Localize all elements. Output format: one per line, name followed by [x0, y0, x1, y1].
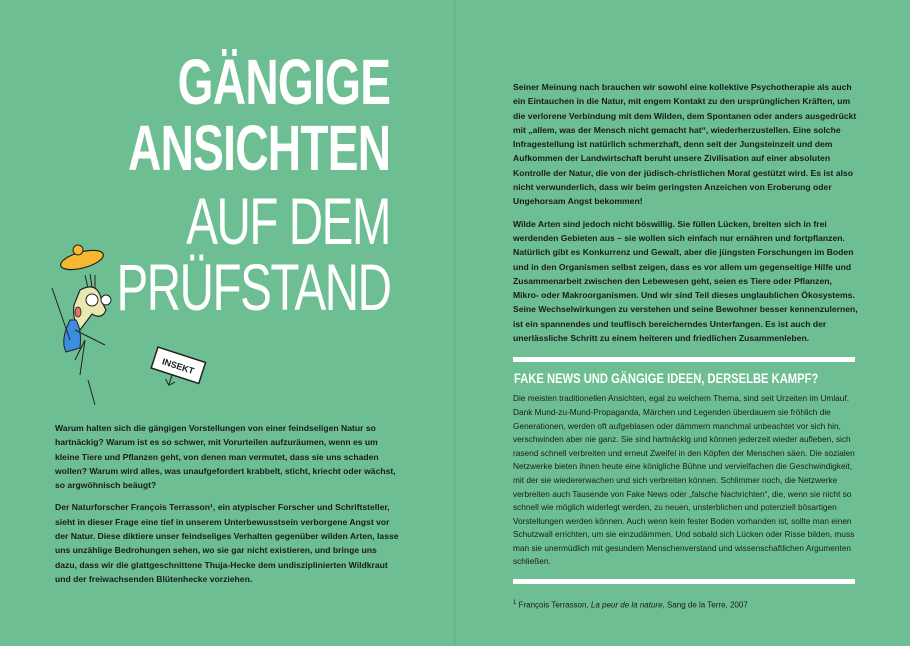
- cartoon-illustration: [40, 230, 230, 410]
- page-gutter: [454, 0, 456, 646]
- footnote-author: François Terrasson,: [518, 600, 591, 610]
- footnote: [513, 600, 858, 610]
- title-line-3: AUF DEM: [186, 184, 390, 258]
- right-column: [513, 80, 858, 610]
- paragraph: Seiner Meinung nach brauchen wir sowohl eine kollektive Psychotherapie als auch ein Eintauchen in die Natur, mit engem Kontakt zu den ursprünglichen Kräften, um die verlorene Verbindung mit dem Wilden, dem Spontanen oder anders ausgedrückt mit „allem, was der Mensch nicht gemacht hat“, wiederherzustellen. Eine solche Infragestellung ist natürlich schmerzhaft, denn seit der Jungsteinzeit und dem Aufkommen der Landwirtschaft beruht unsere Zivilisation auf einer absoluten Kontrolle der Natur, die von der jüdisch-christlichen Moral gestützt wird. Es ist also nicht verwunderlich, dass wir beim geringsten Anzeichen von Eroberung oder Ungehorsam Angst bekommen!: [513, 82, 857, 207]
- paragraph: Warum halten sich die gängigen Vorstellungen von einer feindseligen Natur so hartnäckig? Warum ist es so schwer, mit Vorurteilen aufzuräumen, wenn es um kleine Tiere und Pflanzen geht, von denen man vermutet, dass sie uns schaden wollen? Warum wird alles, was unaufgefordert krabbelt, sticht, kriecht oder wächst, so argwöhnisch beäugt?: [55, 423, 396, 491]
- title-line-2: ANSICHTEN: [127, 112, 390, 184]
- footnote-book: La peur de la nature: [590, 600, 663, 610]
- paragraph: Wilde Arten sind jedoch nicht böswillig. Sie füllen Lücken, breiten sich in frei werdenden Gebieten aus – sie wollen sich einfach nur ernähren und fortpflanzen. Natürlich gibt es Konkurrenz und Gewalt, aber die jüngsten Forschungen im Boden und in den Organismen selbst zeigen, dass es vor allem um gegenseitige Hilfe und Zusammenarbeit zwischen den Lebewesen geht, seien es Tiere oder Pflanzen, Mikro- oder Makroorganismen. Und wir sind Teil dieses unglaublichen Ökosystems. Seine Wechselwirkungen zu verstehen und seine Bewohner besser kennenzulernen, ist ein spannendes und teuflisch bereicherndes Unterfangen. Es ist auch der unerlässliche Schritt zu einem heiteren und friedlichen Zusammenleben.: [513, 218, 858, 344]
- box-text: Die meisten traditionellen Ansichten, egal zu welchem Thema, sind seit Urzeiten im Umlauf. Dank Mund-zu-Mund-Propaganda, Märchen und Legenden überdauern sie fröhlich die Generationen, werden oft aufgeblasen oder dämmern manchmal unbeachtet vor sich hin, verschwinden aber nie ganz. Sie sind hartnäckig und können jederzeit wieder aufleben, sich rasend schnell verbreiten und erneut Zweifel in den Köpfen der Menschen säen. Die sozialen Netzwerke bieten ihnen heute eine königliche Bühne und vervielfachen die Geschwindigkeit, mit der sie wiedererwachen und sich verbreiten können. Schlimmer noch, die Netzwerke verbreiten auch Tausende von Fake News oder „falsche Nachrichten“, die, wenn sie nicht so schnell wie möglich widerlegt werden, zu neuen, unsterblichen und potenziell bösartigen Vorstellungen werden können. Auch wenn kein fester Boden vorhanden ist, sollte man einen Schutzwall errichten, um sie einzudämmen. Und sobald sich Lücken oder Risse bilden, muss man sie unermüdlich mit gesundem Menschenverstand und wissenschaftlichen Argumenten schließen.: [513, 393, 855, 567]
- box-bottom-divider: [513, 579, 855, 584]
- right-body-text: [513, 80, 858, 353]
- left-body-text: [55, 421, 400, 594]
- title-line-1: GÄNGIGE: [177, 46, 390, 118]
- sign-text: INSEKT: [160, 356, 196, 377]
- box-heading: FAKE NEWS UND GÄNGIGE IDEEN, DERSELBE KAMPF?: [514, 370, 819, 387]
- box-top-divider: [513, 357, 855, 362]
- footnote-publisher: , Sang de la Terre, 2007: [662, 600, 748, 610]
- footnote-mark: 1: [513, 600, 517, 607]
- paragraph: Der Naturforscher François Terrasson¹, ein atypischer Forscher und Schriftsteller, sieht in dieser Frage eine tief in unserem Unterbewusstsein verborgene Angst vor der Natur. Diese diktiere unser feindseliges Verhalten gegenüber wilden Arten, lasse uns unzählige Bedrohungen sehen, wo sie gar nicht existieren, und bringe uns dazu, dass wir die glattgeschnittene Thuja-Hecke dem undisziplinierten Wildkraut und der freiwachsenden Blütenhecke vorziehen.: [55, 502, 399, 584]
- title-line-4: PRÜFSTAND: [116, 250, 390, 324]
